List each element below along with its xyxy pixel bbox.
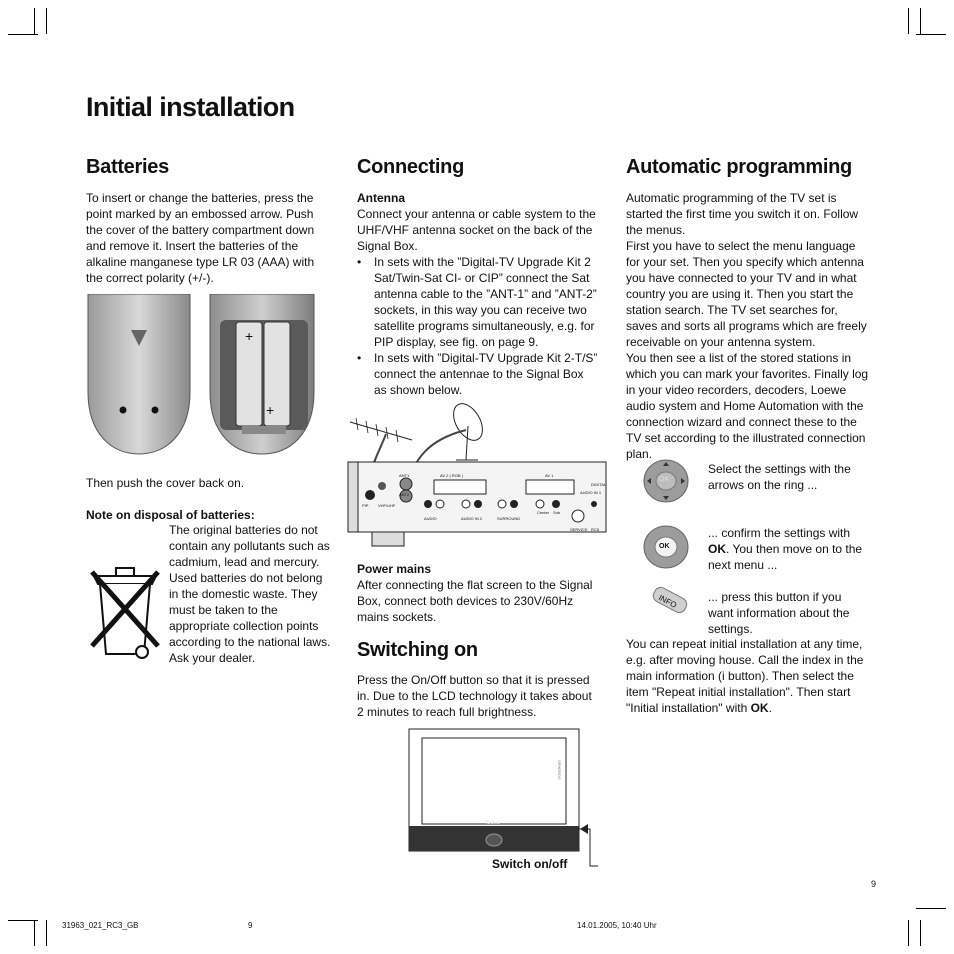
power-section (357, 561, 599, 625)
disposal-heading: Note on disposal of batteries: (86, 508, 255, 522)
step2-post: . You then move on to the next menu ... (708, 542, 863, 572)
crossed-bin-icon (86, 562, 162, 664)
power-text: After connecting the flat screen to the Signal Box, connect both devices to 230V/60Hz mains sockets. (357, 578, 593, 624)
batteries-heading: Batteries (86, 156, 169, 178)
disposal-text: The original batteries do not contain any pollutants such as cadmium, lead and mercury. Used batteries do not belong in the domestic waste. They must be taken to the appropriate collection points according to the national laws. Ask your dealer. (169, 523, 331, 665)
step2-ok: OK (708, 542, 726, 556)
tv-side-label: SPHEROS (557, 760, 562, 780)
panel-label: AV 2 ( RGB ) (440, 473, 464, 478)
antenna-bullets (357, 254, 599, 398)
crop-mark (908, 8, 909, 34)
switch-caption: Switch on/off (492, 857, 568, 871)
signal-box-rear-panel (346, 400, 608, 550)
repeat-text (626, 636, 870, 716)
step3-text: ... press this button if you want information about the settings. (708, 590, 850, 636)
antenna-text: Connect your antenna or cable system to the UHF/VHF antenna socket on the back of the Signal Box. (357, 207, 596, 253)
connecting-heading: Connecting (357, 156, 464, 178)
crop-mark (8, 34, 38, 35)
auto-para: You then see a list of the stored stations in which you can mark your favorites. Finally log in your video recorders, decoders, Loewe audio system and Home Automation with the connection wizard and connect these to the TV set according to the illustrated connection plan. (626, 351, 869, 461)
push-back-text: Then push the cover back on. (86, 476, 245, 490)
repeat-pre: You can repeat initial installation at any time, e.g. after moving house. Call the index in the main information (i button). Then select the item "Repeat initial installation". Then start "Initial installation" with (626, 637, 864, 715)
page-number: 9 (871, 879, 877, 889)
page-title: Initial installation (86, 92, 295, 122)
remote-back (88, 294, 190, 454)
switching-text: Press the On/Off button so that it is pressed in. Due to the LCD technology it takes about 2 minutes to reach full brightness. (357, 673, 592, 719)
panel-label: DIGITAL (591, 482, 607, 487)
auto-para: First you have to select the menu language for your set. Then you specify which antenna you have connected to your TV and in what country you are using it. Then you start the station search. The TV set searches for, saves and sorts all programs which are freely receivable on your antenna system. (626, 239, 867, 349)
batteries-intro: To insert or change the batteries, press the point marked by an embossed arrow. Push the cover of the battery compartment down and remove it. Insert the batteries of the alkaline manganese type LR 03 (AAA) with the correct polarity (+/-). (86, 191, 315, 285)
switching-heading: Switching on (357, 639, 478, 661)
repeat-post: . (768, 701, 772, 715)
auto-heading: Automatic programming (626, 156, 852, 178)
bullet-item: • In sets with ”Digital-TV Upgrade Kit 2-T/S” connect the antennae to the Signal Box as shown below. (357, 350, 599, 398)
footer-date: 14.01.2005, 10:40 Uhr (577, 921, 657, 930)
panel-label: Sub (553, 510, 561, 515)
ok-label: OK (659, 543, 670, 550)
crop-mark (916, 34, 946, 35)
satellite-dish-icon (448, 400, 489, 460)
panel-label: Center (537, 510, 550, 515)
panel-label: AUDIO IN 1 (580, 490, 602, 495)
panel-label: AUDIO (424, 516, 437, 521)
repeat-ok: OK (750, 701, 769, 715)
tv-illustration (408, 728, 604, 870)
auto-para: Automatic programming of the TV set is started the first time you switch it on. Follow the menus. (626, 191, 859, 237)
panel-label: VHF/UHF (378, 503, 396, 508)
power-heading: Power mains (357, 562, 432, 576)
screw-icon (152, 407, 159, 414)
step2-pre: ... confirm the settings with (708, 526, 851, 540)
connecting-body (357, 190, 599, 398)
ok-label: OK (659, 476, 670, 483)
panel-label: RC5 (591, 527, 600, 532)
crop-mark (34, 8, 35, 34)
panel-label: AUDIO IN 2 (461, 516, 483, 521)
remote-control-illustration (86, 294, 332, 458)
footer-file: 31963_021_RC3_GB (62, 921, 139, 930)
crop-mark (34, 920, 35, 946)
panel-label: AV 1 (545, 473, 554, 478)
polarity-plus: + (245, 328, 254, 344)
screw-icon (120, 407, 127, 414)
crop-mark (908, 920, 909, 946)
bullet-item: • In sets with the ”Digital-TV Upgrade Kit 2 Sat/Twin-Sat CI- or CIP” connect the Sat antenna cable to the ”ANT-1” and ”ANT-2” sockets, in this way you can receive two satellite programs simultaneously, e.g. for PIP display, see fig. on page 9. (357, 254, 599, 350)
info-label: INFO (657, 593, 679, 610)
panel-label: ANT2 (399, 492, 410, 497)
panel-label: ANT1 (399, 473, 410, 478)
panel-label: SERVICE (570, 527, 588, 532)
terrestrial-antenna-icon (350, 418, 412, 442)
panel-label: SURROUND (497, 516, 521, 521)
crop-mark (916, 908, 946, 909)
auto-body (626, 190, 870, 462)
step1-text: Select the settings with the arrows on the ring ... (708, 462, 851, 492)
crop-mark (920, 8, 921, 34)
panel-label: PIP (362, 503, 369, 508)
polarity-plus: + (266, 402, 275, 418)
antenna-heading: Antenna (357, 191, 405, 205)
step2-text (708, 525, 868, 573)
crop-mark (46, 8, 47, 34)
footer-page: 9 (248, 921, 253, 930)
crop-mark (920, 920, 921, 946)
crop-mark (46, 920, 47, 946)
tv-brand: loewe (486, 820, 500, 826)
